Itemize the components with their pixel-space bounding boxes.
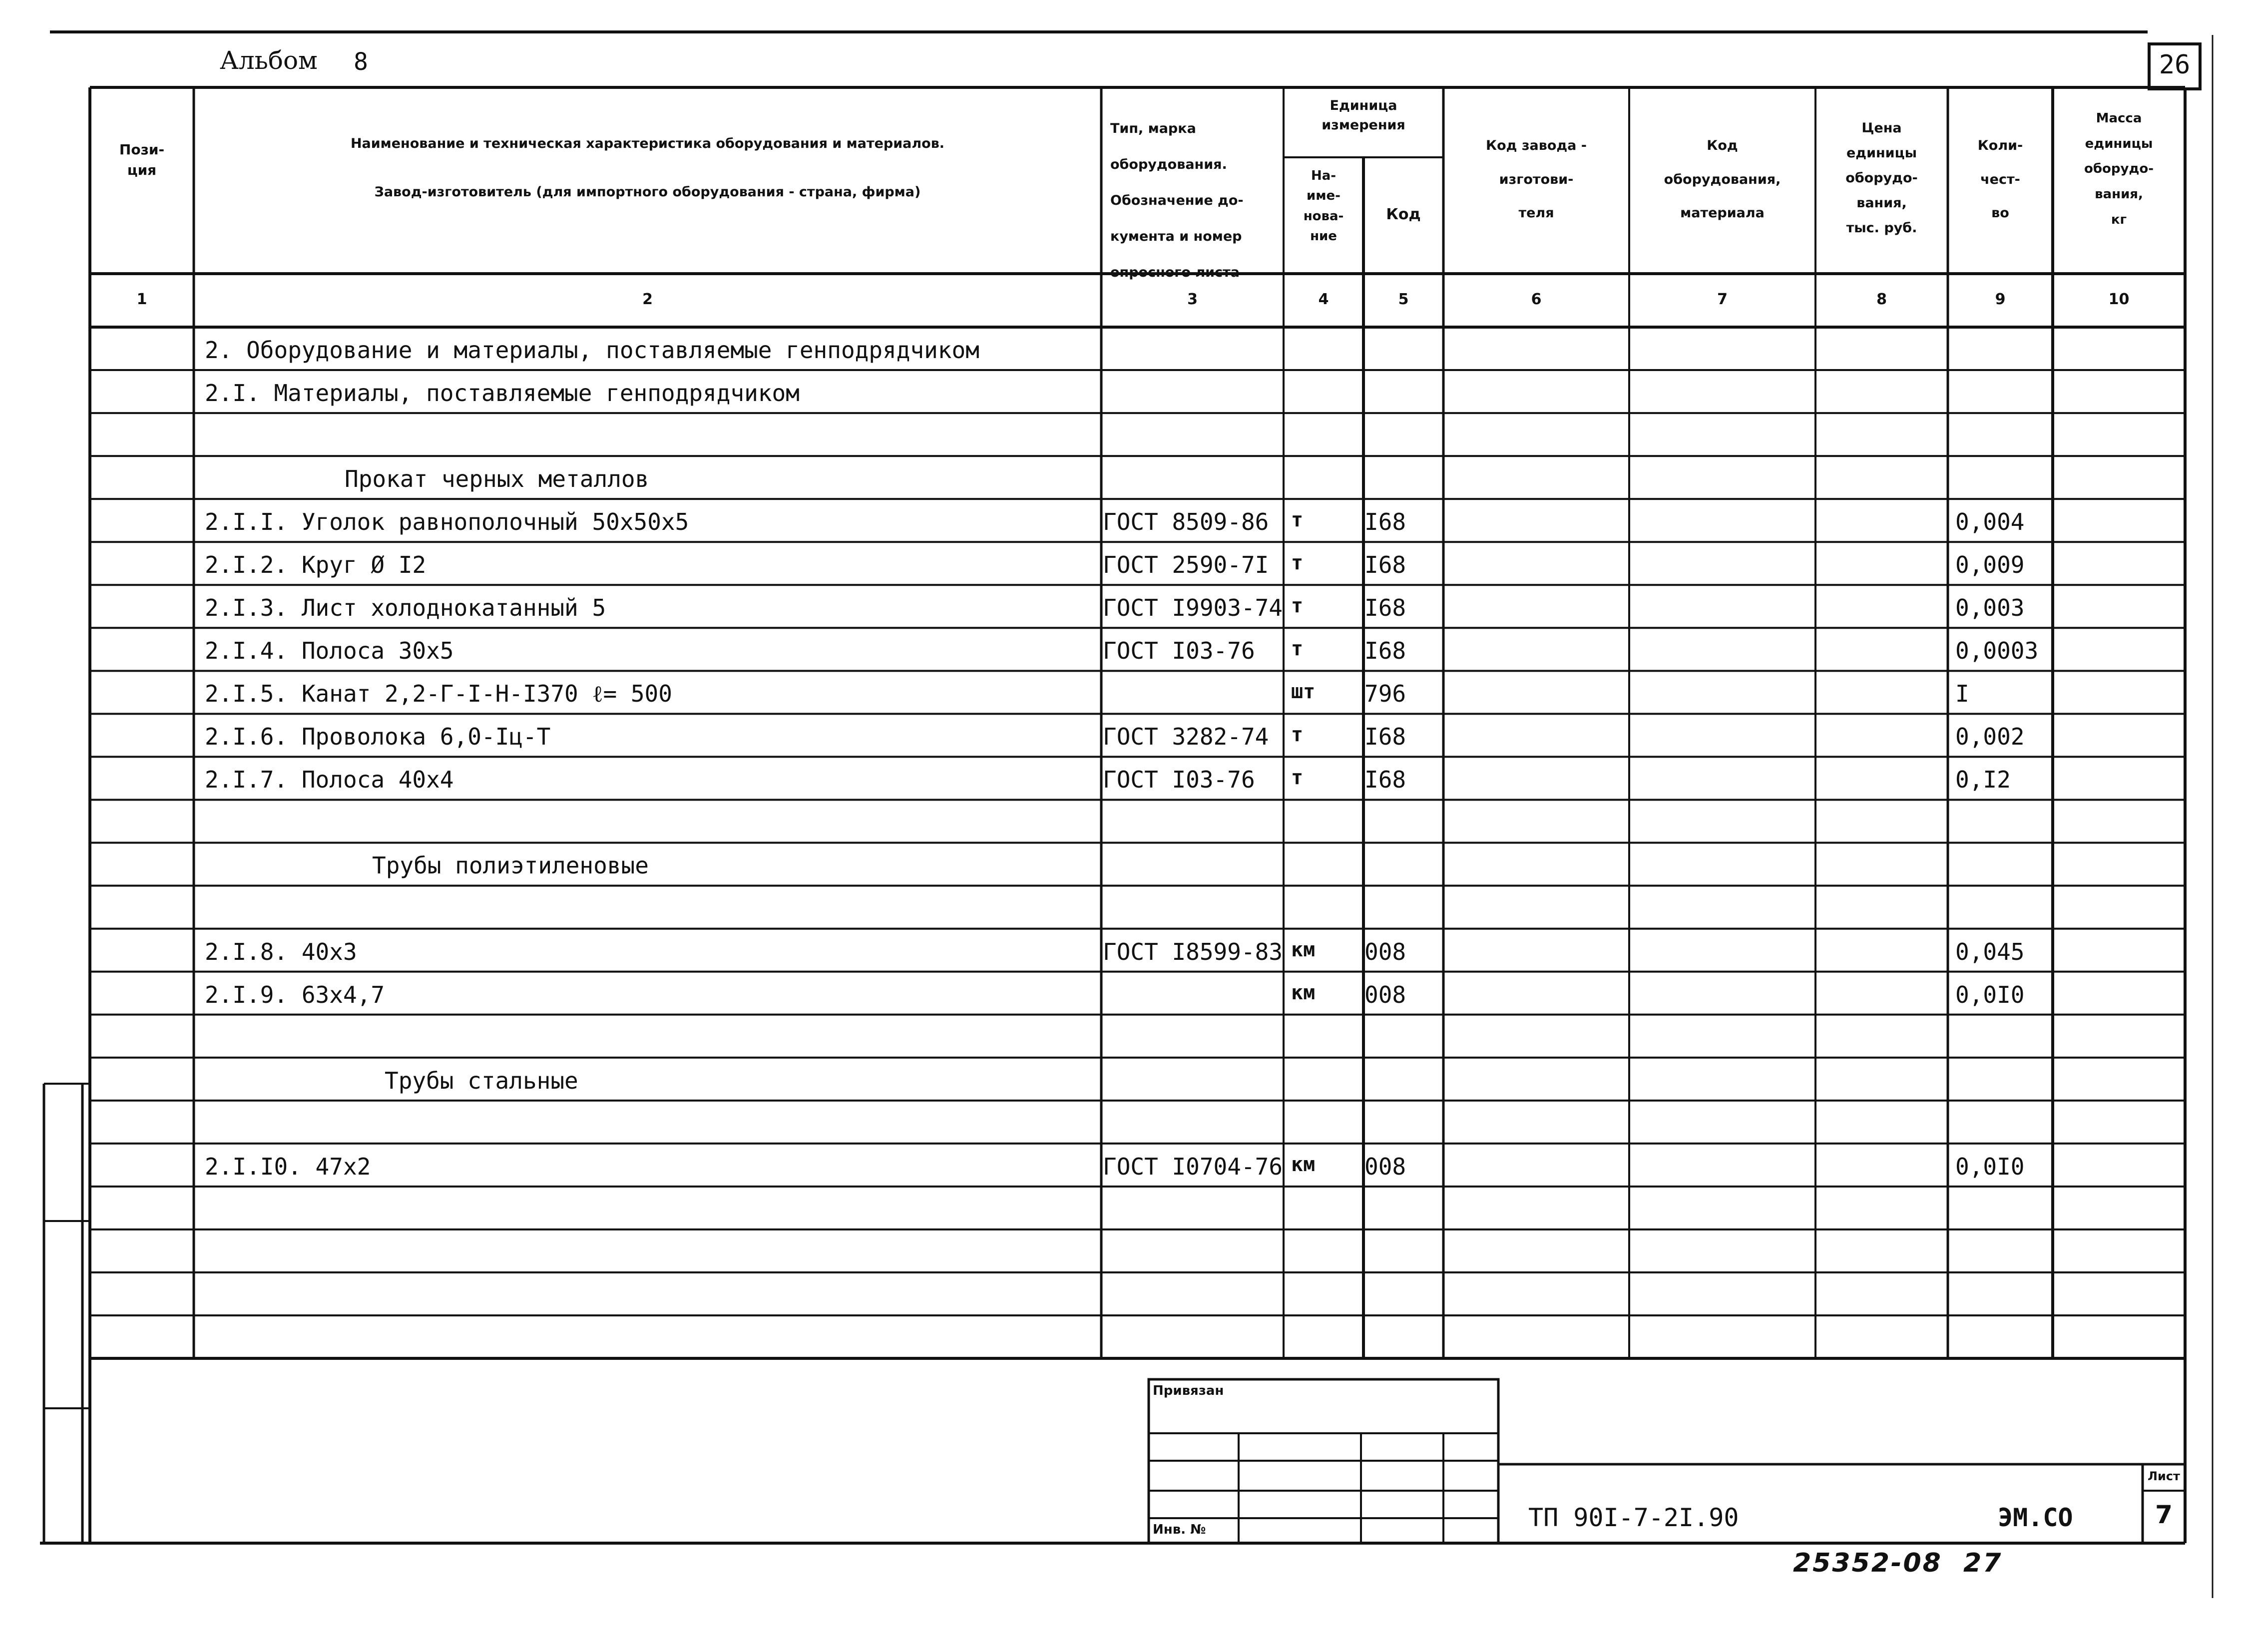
sheet-label: Лист (2148, 1469, 2180, 1483)
col-header-plant-code: Код завода - изготови- теля (1486, 138, 1587, 221)
column-number: 3 (1187, 291, 1198, 308)
item-name: 2.I.I0. 47x2 (205, 1153, 371, 1180)
item-document: ГОСТ I0704-76 (1103, 1153, 1283, 1180)
item-unit: т (1291, 637, 1304, 661)
item-quantity: 0,I2 (1955, 766, 2011, 794)
footer-number: 25352-08 27 (1793, 1548, 2003, 1578)
column-number: 8 (1876, 291, 1887, 308)
col-header-name-2: Завод-изготовитель (для импортного оборудования - страна, фирма) (374, 184, 921, 200)
item-unit-code: 796 (1364, 680, 1406, 708)
section-heading: Трубы стальные (385, 1067, 578, 1094)
item-name: 2.I.2. Круг Ø I2 (205, 551, 427, 579)
item-unit-code: 008 (1364, 981, 1406, 1008)
section-heading: Трубы полиэтиленовые (372, 852, 649, 879)
stamp-privyazan: Привязан (1153, 1383, 1224, 1398)
item-unit: т (1291, 508, 1304, 532)
item-unit-code: 008 (1364, 1153, 1406, 1180)
item-unit-code: 008 (1364, 938, 1406, 965)
column-number: 7 (1717, 291, 1728, 308)
item-name: 2.I.6. Проволока 6,0-Iц-Т (205, 723, 551, 751)
col-header-unit: Единица измерения (1322, 98, 1405, 133)
col-header-type: Тип, марка оборудования. Обозначение до- кумента и номер опросного листа (1110, 121, 1244, 280)
item-name: 2.I.I. Уголок равнополочный 50x50x5 (205, 508, 689, 536)
col-header-unit-price: Цена единицы оборудо- вания, тыс. руб. (1845, 120, 1918, 236)
col-header-mass: Масса единицы оборудо- вания, кг (2084, 111, 2154, 227)
item-unit-code: I68 (1364, 508, 1406, 536)
item-unit: км (1291, 981, 1316, 1004)
item-document: ГОСТ 3282-74 (1103, 723, 1269, 751)
item-unit-code: I68 (1364, 637, 1406, 665)
item-name: 2.I.5. Канат 2,2-Г-I-Н-I370 ℓ= 500 (205, 680, 672, 708)
item-unit: т (1291, 551, 1304, 575)
item-unit-code: I68 (1364, 723, 1406, 751)
item-document: ГОСТ I03-76 (1103, 637, 1255, 665)
item-name: 2. Оборудование и материалы, поставляемые генподрядчиком (205, 336, 979, 364)
item-unit: км (1291, 938, 1316, 961)
column-number: 6 (1531, 291, 1542, 308)
item-name: 2.I.7. Полоса 40x4 (205, 766, 454, 794)
item-name: 2.I.4. Полоса 30x5 (205, 637, 454, 665)
item-name: 2.I.3. Лист холоднокатанный 5 (205, 594, 606, 622)
item-unit-code: I68 (1364, 766, 1406, 794)
item-quantity: 0,004 (1955, 508, 2025, 536)
item-unit: т (1291, 766, 1304, 790)
item-quantity: 0,0I0 (1955, 1153, 2025, 1180)
page-number: 26 (2159, 50, 2191, 80)
item-quantity: 0,0003 (1955, 637, 2039, 665)
col-header-unit-name: На- име- нова- ние (1303, 168, 1344, 244)
document-designation: ТП 90I-7-2I.90 (1528, 1503, 1739, 1532)
item-name: 2.I. Материалы, поставляемые генподрядчиком (205, 379, 800, 407)
column-number: 9 (1995, 291, 2006, 308)
section-heading: Прокат черных металлов (345, 465, 649, 493)
album-number: 8 (354, 48, 368, 76)
item-document: ГОСТ 2590-7I (1103, 551, 1269, 579)
col-header-position: Пози- ция (119, 141, 165, 178)
column-number: 5 (1398, 291, 1409, 308)
col-header-equipment-code: Код оборудования, материала (1664, 138, 1781, 221)
album-label: Альбом (220, 46, 318, 75)
sheet-number: 7 (2155, 1500, 2173, 1529)
col-header-name-1: Наименование и техническая характеристика оборудования и материалов. (350, 136, 945, 151)
col-header-quantity: Коли- чест- во (1977, 138, 2023, 221)
item-quantity: 0,009 (1955, 551, 2025, 579)
document-section: ЭМ.СО (1998, 1503, 2073, 1532)
column-number: 4 (1318, 291, 1329, 308)
item-document: ГОСТ I03-76 (1103, 766, 1255, 794)
item-quantity: 0,003 (1955, 594, 2025, 622)
column-number: 1 (136, 291, 147, 308)
col-header-unit-code: Код (1386, 206, 1421, 223)
item-document: ГОСТ 8509-86 (1103, 508, 1269, 536)
item-quantity: I (1955, 680, 1969, 708)
item-quantity: 0,0I0 (1955, 981, 2025, 1008)
item-document: ГОСТ I9903-74 (1103, 594, 1283, 622)
item-unit: т (1291, 594, 1304, 618)
item-document: ГОСТ I8599-83 (1103, 938, 1283, 965)
column-number: 2 (642, 291, 653, 308)
item-unit: км (1291, 1153, 1316, 1176)
item-quantity: 0,045 (1955, 938, 2025, 965)
item-quantity: 0,002 (1955, 723, 2025, 751)
item-name: 2.I.8. 40x3 (205, 938, 357, 965)
item-unit: шт (1291, 680, 1316, 704)
item-unit-code: I68 (1364, 551, 1406, 579)
item-unit-code: I68 (1364, 594, 1406, 622)
item-name: 2.I.9. 63x4,7 (205, 981, 385, 1008)
item-unit: т (1291, 723, 1304, 747)
column-number: 10 (2108, 291, 2130, 308)
stamp-inv-no: Инв. № (1153, 1522, 1206, 1537)
